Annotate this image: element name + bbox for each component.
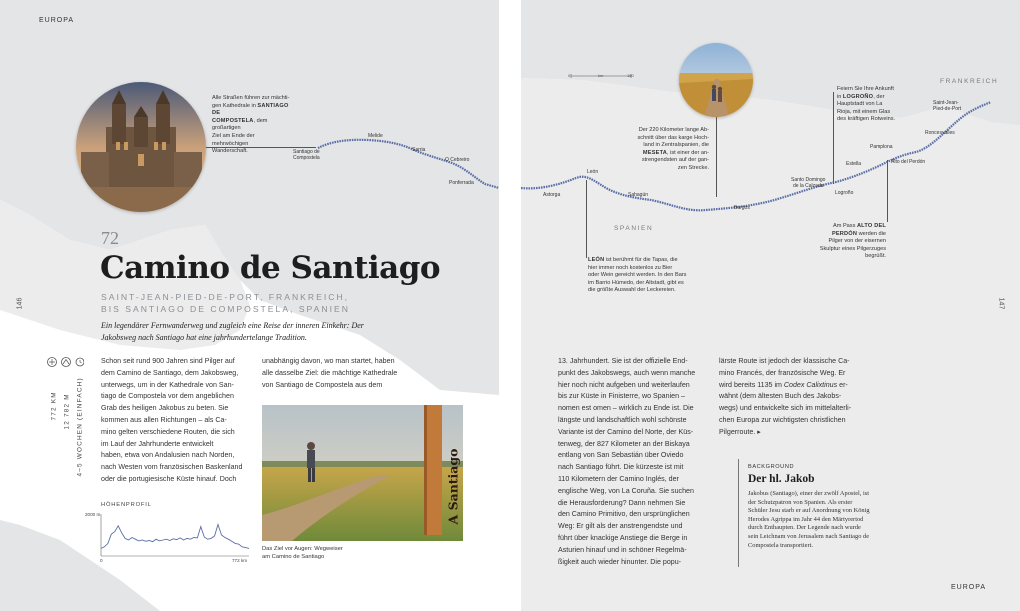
santiago-annot-line2: gen Kathedrale in bbox=[212, 102, 258, 109]
place-cebreiro: O Cebreiro bbox=[445, 157, 470, 163]
col3-line: hier noch nicht aufgeben und weiterlaufen bbox=[558, 380, 690, 389]
place-santo-domingo bbox=[791, 177, 825, 189]
profile-line bbox=[101, 525, 249, 549]
place-saint-jean bbox=[933, 100, 961, 112]
place-saint-jean-line2: Pied-de-Port bbox=[933, 106, 962, 112]
intro-line2: Jakobsweg nach Santiago hat eine jahrhundertelange Tradition. bbox=[101, 332, 307, 342]
meseta-line2: schnitt über das karge Hoch- bbox=[637, 134, 709, 141]
bg-line: Compostela transportiert. bbox=[748, 541, 813, 549]
place-santiago-line2: Compostela bbox=[293, 155, 320, 161]
stats-block bbox=[44, 355, 84, 495]
place-sahagun: Sahagún bbox=[628, 192, 649, 198]
article-intro bbox=[101, 320, 401, 343]
meseta-line3: land in Zentralspanien, die bbox=[643, 142, 709, 149]
col4-line: wähnt (dem ältesten Buch des Jakobs- bbox=[719, 392, 842, 401]
meseta-line1: Der 220 Kilometer lange Ab- bbox=[638, 127, 709, 133]
col4-line3-start: wird bereits 1135 im bbox=[719, 380, 784, 389]
col4-last-word: Pilgerroute. bbox=[719, 427, 756, 436]
leon-annotation bbox=[588, 257, 688, 295]
col3-line: entlang von San Sebastián über Oviedo bbox=[558, 451, 684, 460]
col3-line: längste und landschaftlich wohl schönste bbox=[558, 415, 687, 424]
santiago-annotation bbox=[212, 95, 292, 156]
meseta-rest3: zen Strecke. bbox=[677, 164, 709, 171]
meseta-illustration bbox=[679, 43, 753, 117]
place-santiago-line1: Santiago de bbox=[293, 149, 320, 155]
country-france: FRANKREICH bbox=[940, 78, 999, 85]
meseta-bold: MESETA bbox=[642, 149, 668, 156]
perdon-bold1: ALTO DEL bbox=[856, 223, 886, 229]
place-ponferrada: Ponferrada bbox=[449, 180, 474, 186]
leon-rest3: oder Wein gereicht werden. In den Bars bbox=[588, 272, 687, 279]
place-santo-domingo-line1: Santo Domingo bbox=[791, 177, 826, 183]
place-santo-domingo-line2: de la Calzada bbox=[792, 183, 824, 189]
col1-line: Schon seit rund 900 Jahren sind Pilger auf bbox=[101, 357, 235, 365]
place-roncesvalles: Roncesvalles bbox=[925, 130, 955, 136]
place-leon: León bbox=[587, 169, 599, 175]
col3-line: bis zur Küste in Finisterre, wo Spanien – bbox=[558, 392, 685, 401]
page-number-left: 146 bbox=[16, 297, 24, 310]
leon-rest2: hier immer noch kostenlos zu Bier bbox=[588, 264, 673, 271]
leon-rest4: im Barrio Húmedo, der Altstadt, gibt es bbox=[588, 279, 684, 286]
stat-duration: 4–5 WOCHEN (EINFACH) bbox=[76, 377, 84, 477]
santiago-annot-rest3: Wanderschaft. bbox=[212, 148, 248, 155]
end-marker-icon: ▸ bbox=[757, 427, 761, 436]
page-number-right: 147 bbox=[997, 297, 1005, 310]
cathedral-photo bbox=[76, 82, 206, 212]
bg-line: sein Leichnam von Jerusalem nach Santiago de bbox=[748, 532, 870, 540]
body-column-1 bbox=[101, 356, 257, 486]
col3-line: führt über knackige Anstiege die Berge in bbox=[558, 533, 688, 542]
profile-label: HÖHENPROFIL bbox=[101, 502, 152, 508]
place-estella: Estella bbox=[846, 161, 862, 167]
place-saint-jean-line1: Saint-Jean- bbox=[933, 100, 959, 106]
logrono-line2: in bbox=[837, 93, 843, 100]
scale-value: 100 bbox=[627, 73, 634, 78]
col2-line: unabhängig davon, wo man startet, haben bbox=[262, 357, 395, 365]
place-alto-perdon: Alto del Perdón bbox=[891, 159, 926, 165]
subtitle-line1: SAINT-JEAN-PIED-DE-PORT, FRANKREICH, bbox=[101, 292, 350, 302]
perdon-rest1: werden die bbox=[857, 230, 886, 237]
pilgrim-figure bbox=[307, 442, 315, 482]
perdon-rest2: Pilger von der eisernen bbox=[828, 238, 886, 245]
col3-line: nach Santiago führt. Die kürzeste ist mit bbox=[558, 463, 684, 472]
santiago-annot-rest1: , dem großartigen bbox=[212, 117, 268, 132]
col1-line: mino gelten verschiedene Routen, die sich bbox=[101, 427, 235, 436]
signpost-photo bbox=[262, 405, 463, 541]
article-subtitle bbox=[101, 292, 350, 315]
place-santiago bbox=[293, 149, 320, 161]
perdon-annotation bbox=[806, 223, 886, 261]
page-gutter bbox=[499, 0, 521, 611]
scale-zero: 0 bbox=[568, 73, 571, 78]
col3-line: englische Weg, von La Coruña. Sie suchen bbox=[558, 486, 694, 495]
body-column-2 bbox=[262, 356, 422, 391]
distance-icon-mark bbox=[49, 359, 55, 365]
col3-line: ßigkeit auch wieder hinunter. Die popu- bbox=[558, 557, 682, 566]
col2-line: alle dasselbe Ziel: die mächtige Kathedrale bbox=[262, 368, 398, 377]
caption-line2: am Camino de Santiago bbox=[262, 554, 325, 561]
background-text bbox=[748, 490, 898, 550]
perdon-rest4: begrüßt. bbox=[865, 253, 886, 260]
col1-line: dem Camino de Santiago, dem Jakobsweg, bbox=[101, 368, 239, 377]
place-logrono: Logroño bbox=[835, 190, 854, 196]
article-number: 72 bbox=[101, 228, 119, 248]
section-tag-right: EUROPA bbox=[951, 584, 987, 591]
col1-line: tiago de Compostela vor dem angeblichen bbox=[101, 392, 234, 401]
col4-line: wegs) und entwickelte sich im mittelalterli- bbox=[719, 404, 852, 413]
meseta-rest1: , ist einer der an- bbox=[667, 149, 709, 156]
col2-line: von Santiago de Compostela aus dem bbox=[262, 380, 383, 389]
place-burgos: Burgos bbox=[734, 205, 750, 211]
logrono-rest2: Hauptstadt von La bbox=[837, 101, 883, 108]
place-pamplona: Pamplona bbox=[870, 144, 893, 150]
leon-leader-line bbox=[586, 180, 587, 258]
col1-line: haben, etwa von Andalusien nach Norden, bbox=[101, 451, 235, 460]
elevation-icon-mark bbox=[63, 360, 69, 365]
col1-line: unterwegs, um in der Kathedrale von San- bbox=[101, 380, 234, 389]
place-sarria: Sarria bbox=[412, 147, 426, 153]
place-astorga: Astorga bbox=[543, 192, 561, 198]
col3-line: die Herausforderung? Dann nehmen Sie bbox=[558, 498, 686, 507]
col3-line: nomen est omen – wirklich zu Ende ist. Die bbox=[558, 404, 694, 413]
photo-caption bbox=[262, 545, 343, 561]
cathedral-illustration bbox=[76, 82, 206, 212]
perdon-rest3: Skulptur eines Pilgerzuges bbox=[819, 245, 886, 252]
leon-bold: LEÓN bbox=[588, 257, 605, 263]
bg-line: Schüler Jesu starb er auf Anordnung von König bbox=[748, 507, 870, 515]
santiago-annot-line1: Alle Straßen führen zur mächti- bbox=[212, 95, 290, 101]
perdon-bold2: PERDÓN bbox=[831, 230, 858, 237]
meseta-rest2: strengendsten auf der gan- bbox=[641, 157, 709, 164]
santiago-annot-bold: SANTIAGO DE bbox=[212, 102, 289, 117]
leon-rest1: ist berühmt für die Tapas, die bbox=[604, 257, 678, 263]
col4-line bbox=[719, 380, 879, 392]
country-spain: SPANIEN bbox=[614, 225, 654, 232]
santiago-annot-rest2: Ziel am Ende der mehrwöchigen bbox=[212, 132, 255, 147]
caption-line1: Das Ziel vor Augen: Wegweiser bbox=[262, 546, 343, 552]
col4-line bbox=[719, 427, 879, 439]
bg-line: Herodes Agrippa im Jahr 44 den Märtyrertod bbox=[748, 515, 864, 523]
place-melide: Melide bbox=[368, 133, 383, 139]
right-page bbox=[521, 0, 1020, 611]
col3-line: Asturien hinauf und in schöner Regelmä- bbox=[558, 545, 687, 554]
bg-line: der Schutzpatron von Spanien. Als erster bbox=[748, 498, 853, 506]
article-title: Camino de Santiago bbox=[100, 250, 441, 286]
background-box-rule bbox=[738, 459, 739, 567]
col4-line: chen Europa zur wichtigsten christlichen bbox=[719, 415, 846, 424]
logrono-bold: LOGROÑO bbox=[842, 93, 874, 100]
elevation-profile-chart bbox=[85, 510, 253, 568]
elevation-icon bbox=[62, 358, 71, 367]
signpost-text: A Santiago bbox=[445, 448, 461, 525]
scale-unit: km bbox=[598, 73, 604, 78]
col3-line: Weg: Er gilt als der anstrengendste und bbox=[558, 522, 683, 531]
col1-line: Grab des heiligen Jakobus zu beten. Sie bbox=[101, 404, 229, 413]
codex-title: Codex Calixtinus bbox=[783, 380, 838, 389]
leon-rest5: die größte Auswahl der Leckereien. bbox=[588, 287, 676, 294]
logrono-line1: Feiern Sie Ihre Ankunft bbox=[837, 86, 894, 92]
clock-icon-hands bbox=[80, 360, 82, 363]
meseta-photo bbox=[679, 43, 753, 117]
col3-line: punkt des Jakobswegs, auch wenn manche bbox=[558, 368, 696, 377]
col1-line: oder die portugiesische Küste hinauf. Doch bbox=[101, 474, 237, 483]
profile-y-max: 2000 m bbox=[85, 512, 101, 517]
logrono-leader-line bbox=[833, 92, 834, 184]
meseta-annotation bbox=[619, 127, 709, 173]
logrono-rest3: Rioja, mit einem Glas bbox=[837, 108, 891, 115]
background-label: BACKGROUND bbox=[748, 464, 795, 470]
col1-line: im Lauf der Jahrhunderte entwickelt bbox=[101, 439, 214, 448]
col4-line: lärste Route ist jedoch der klassische Ca- bbox=[719, 357, 850, 365]
col3-line: Variante ist der Camino del Norte, der Küs- bbox=[558, 427, 694, 436]
body-column-4 bbox=[719, 356, 879, 439]
perdon-leader-line bbox=[887, 160, 888, 222]
stat-elevation: 12 782 M bbox=[63, 393, 71, 430]
col3-line: tenweg, der 827 Kilometer an der Biskaya bbox=[558, 439, 690, 448]
intro-line1: Ein legendärer Fernwanderweg und zugleich eine Reise der inneren Einkehr: Der bbox=[101, 321, 364, 330]
bg-line: durch Enthaupten. Der Legende nach wurde bbox=[748, 524, 861, 532]
left-page bbox=[0, 0, 499, 611]
profile-x-min: 0 bbox=[100, 558, 103, 563]
col1-line: kommen aus allen Richtungen – als Ca- bbox=[101, 415, 227, 424]
signpost-illustration bbox=[262, 405, 463, 541]
col3-line: den Camino Primitivo, den ursprünglichen bbox=[558, 510, 690, 519]
stat-distance: 772 KM bbox=[50, 391, 58, 421]
col3-line: 13. Jahrhundert. Sie ist der offizielle End- bbox=[558, 357, 688, 365]
logrono-rest4: des kräftigen Rotweins. bbox=[837, 116, 896, 123]
logrono-rest1: , der bbox=[873, 93, 885, 100]
background-title: Der hl. Jakob bbox=[748, 473, 815, 485]
body-column-3 bbox=[558, 356, 715, 568]
santiago-annot-bold2: COMPOSTELA bbox=[212, 117, 254, 124]
profile-x-max: 772 km bbox=[232, 558, 248, 563]
col4-line: mino Francés, der französische Weg. Er bbox=[719, 368, 846, 377]
perdon-line1: Am Pass bbox=[833, 223, 857, 229]
col4-line3-end: er- bbox=[837, 380, 848, 389]
col3-line: 110 Kilometern der Camino Inglés, der bbox=[558, 474, 679, 483]
section-tag-left: EUROPA bbox=[39, 17, 75, 24]
col1-line: nach Westen vom französischen Baskenland bbox=[101, 463, 243, 472]
meseta-leader-line bbox=[716, 117, 717, 197]
logrono-annotation bbox=[837, 86, 917, 124]
subtitle-line2: BIS SANTIAGO DE COMPOSTELA, SPANIEN bbox=[101, 303, 350, 314]
bg-line: Jakobus (Santiago), einer der zwölf Apostel, ist bbox=[748, 490, 870, 497]
